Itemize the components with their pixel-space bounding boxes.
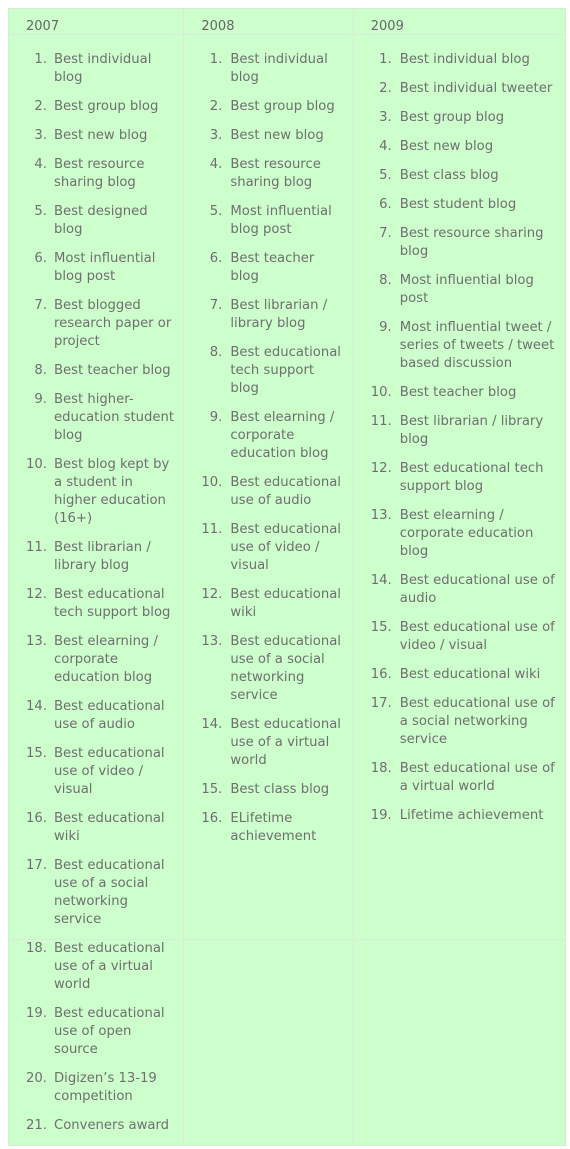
list-item-number: 13.: [370, 508, 392, 523]
list-item-label: Best teacher blog: [399, 385, 517, 400]
list-item-number: 10.: [26, 457, 47, 472]
list-item-number: 12.: [370, 461, 392, 476]
list-item-label: Best teacher blog: [230, 251, 315, 284]
list-item: [354, 619, 565, 655]
list-item: [9, 1005, 183, 1059]
list-item-label: Best group blog: [230, 99, 335, 114]
list-item: [9, 633, 183, 687]
list-item-number: 1.: [209, 52, 223, 67]
list-item-number: 16.: [370, 667, 392, 682]
list-item-number: 3.: [34, 128, 47, 143]
list-item-label: Best educational use of audio: [54, 699, 165, 732]
list-item-label: Best educational use of a virtual world: [54, 941, 165, 992]
list-item-number: 11.: [26, 540, 47, 555]
list-item-number: 15.: [370, 620, 392, 635]
list-item: [9, 250, 183, 286]
list-item: [184, 521, 352, 575]
list-item-label: Best educational use of video / visual: [399, 620, 555, 653]
list-item-label: Best educational use of a social networking service: [230, 634, 341, 703]
list-item: [354, 138, 565, 156]
list-item-number: 2.: [209, 99, 223, 114]
list-item: [354, 80, 565, 98]
list-item-number: 11.: [201, 522, 223, 537]
list-item-label: Best librarian / library blog: [399, 414, 544, 447]
list-item-number: 4.: [34, 157, 47, 172]
list-item-number: 14.: [370, 573, 392, 588]
list-item: [184, 810, 352, 846]
header-2007: 2007: [9, 9, 184, 34]
list-item-label: Best individual blog: [54, 52, 152, 85]
list-item-number: 6.: [379, 197, 392, 212]
table-body-row: [9, 35, 565, 1146]
column-2008: [184, 35, 353, 1146]
list-item-label: Best educational use of a social networking service: [54, 858, 165, 927]
list-item-label: Most influential blog post: [230, 204, 332, 237]
list-item-number: 1.: [379, 52, 392, 67]
list-item-number: 15.: [201, 782, 223, 797]
list-item-number: 4.: [209, 157, 223, 172]
list-item-label: Best educational wiki: [230, 587, 341, 620]
list-item-number: 17.: [370, 696, 392, 711]
list-item: [9, 586, 183, 622]
list-item-number: 6.: [34, 251, 47, 266]
list-item-label: Best new blog: [54, 128, 148, 143]
list-item-number: 5.: [379, 168, 392, 183]
list-item-label: Best educational tech support blog: [230, 345, 341, 396]
list-item-number: 8.: [209, 345, 223, 360]
list-item-number: 16.: [26, 811, 47, 826]
list-item-number: 19.: [26, 1006, 47, 1021]
list-item-label: Best educational use of open source: [54, 1006, 165, 1057]
list-item-number: 3.: [379, 110, 392, 125]
table-header-row: [9, 9, 565, 35]
list-item-label: Best educational tech support blog: [54, 587, 171, 620]
list-item: [354, 167, 565, 185]
list-item-number: 7.: [379, 226, 392, 241]
list-item: [184, 203, 352, 239]
list-item: [184, 344, 352, 398]
list-item: [184, 474, 352, 510]
list-item: [9, 391, 183, 445]
list-item: [184, 51, 352, 87]
column-2009: [354, 35, 565, 1146]
list-item: [184, 250, 352, 286]
list-item-label: Best designed blog: [54, 204, 148, 237]
list-item: [184, 98, 352, 116]
list-item: [184, 716, 352, 770]
row-divider: [9, 939, 565, 940]
list-item-label: Best group blog: [399, 110, 505, 125]
list-item-label: Best educational use of video / visual: [230, 522, 341, 573]
list-item-number: 14.: [201, 717, 223, 732]
list-item: [354, 196, 565, 214]
list-item: [184, 297, 352, 333]
list-item-label: Best educational use of a virtual world: [399, 761, 555, 794]
list-item-number: 9.: [209, 410, 223, 425]
header-2008: 2008: [184, 9, 353, 34]
list-item-number: 6.: [209, 251, 223, 266]
list-item-number: 17.: [26, 858, 47, 873]
list-item: [9, 127, 183, 145]
list-item-number: 1.: [34, 52, 47, 67]
column-2007: [9, 35, 184, 1146]
list-item-number: 12.: [201, 587, 223, 602]
list-item-label: Best librarian / library blog: [230, 298, 328, 331]
list-item: [9, 539, 183, 575]
list-item-number: 9.: [34, 392, 47, 407]
list-item: [9, 456, 183, 528]
list-item: [354, 460, 565, 496]
list-item: [184, 409, 352, 463]
list-item-label: Best new blog: [230, 128, 324, 143]
list-item-number: 11.: [370, 414, 392, 429]
list-item-label: Best group blog: [54, 99, 159, 114]
list-item-number: 8.: [34, 363, 47, 378]
list-item-label: Best higher-education student blog: [54, 392, 175, 443]
list-item: [184, 586, 352, 622]
list-item: [9, 203, 183, 239]
list-item: [9, 51, 183, 87]
list-item-label: Best elearning / corporate education blog: [399, 508, 534, 559]
list-item: [9, 1070, 183, 1106]
list-item-label: Best class blog: [399, 168, 499, 183]
list-item-label: Lifetime achievement: [399, 808, 544, 823]
list-item-number: 8.: [379, 273, 392, 288]
list-item-label: Best individual blog: [399, 52, 530, 67]
list-item-label: Best new blog: [399, 139, 494, 154]
list-item-number: 13.: [201, 634, 223, 649]
list-item-label: Best individual tweeter: [399, 81, 553, 96]
list-item: [354, 384, 565, 402]
list-item: [354, 109, 565, 127]
list-item: [354, 225, 565, 261]
list-item-label: Most influential tweet / series of tweets / tweet based discussion: [399, 320, 555, 371]
list-item: [354, 695, 565, 749]
list-item-number: 2.: [34, 99, 47, 114]
list-item-label: Conveners award: [54, 1118, 170, 1133]
list-item-label: Digizen’s 13-19 competition: [54, 1071, 157, 1104]
list-item: [184, 127, 352, 145]
list-item-label: Best student blog: [399, 197, 517, 212]
list-item-number: 18.: [370, 761, 392, 776]
list-item: [354, 760, 565, 796]
list-item: [354, 51, 565, 69]
list-item-label: Best educational use of audio: [399, 573, 555, 606]
list-item: [9, 1117, 183, 1135]
list-item-label: Best blogged research paper or project: [54, 298, 172, 349]
list-item-number: 9.: [379, 320, 392, 335]
list-item-label: Best teacher blog: [54, 363, 171, 378]
category-list-2007: [9, 51, 183, 1135]
list-item-label: Best educational use of a social networking service: [399, 696, 555, 747]
list-item: [9, 745, 183, 799]
list-item: [9, 362, 183, 380]
list-item: [184, 156, 352, 192]
list-item: [9, 98, 183, 116]
list-item: [354, 807, 565, 825]
list-item-number: 20.: [26, 1071, 47, 1086]
list-item-label: Best elearning / corporate education blog: [54, 634, 158, 685]
list-item: [9, 857, 183, 929]
list-item-number: 7.: [209, 298, 223, 313]
list-item-number: 14.: [26, 699, 47, 714]
list-item: [354, 272, 565, 308]
list-item-label: Best educational use of video / visual: [54, 746, 165, 797]
list-item: [9, 297, 183, 351]
list-item-label: Best educational wiki: [399, 667, 541, 682]
list-item: [184, 781, 352, 799]
list-item-number: 5.: [34, 204, 47, 219]
list-item-number: 21.: [26, 1118, 47, 1133]
list-item-label: Most influential blog post: [54, 251, 156, 284]
list-item: [354, 572, 565, 608]
list-item-number: 3.: [209, 128, 223, 143]
list-item-number: 12.: [26, 587, 47, 602]
list-item: [354, 666, 565, 684]
list-item-label: Best resource sharing blog: [399, 226, 544, 259]
list-item-label: Best librarian / library blog: [54, 540, 151, 573]
list-item-number: 15.: [26, 746, 47, 761]
header-2009: 2009: [370, 19, 404, 34]
category-list-2008: [184, 51, 352, 846]
list-item-number: 2.: [379, 81, 392, 96]
list-item: [354, 507, 565, 561]
list-item-label: Best class blog: [230, 782, 330, 797]
list-item-label: Most influential blog post: [399, 273, 534, 306]
list-item-number: 19.: [370, 808, 392, 823]
list-item-label: Best elearning / corporate education blog: [230, 410, 335, 461]
list-item-label: Best resource sharing blog: [230, 157, 321, 190]
list-item-label: Best educational use of a virtual world: [230, 717, 341, 768]
list-item: [354, 319, 565, 373]
list-item-number: 16.: [201, 811, 223, 826]
list-item: [9, 810, 183, 846]
list-item-label: Best blog kept by a student in higher education (16+): [54, 457, 170, 526]
list-item-number: 4.: [379, 139, 392, 154]
list-item-label: Best educational tech support blog: [399, 461, 544, 494]
list-item-number: 7.: [34, 298, 47, 313]
list-item: [184, 633, 352, 705]
list-item-number: 18.: [26, 941, 47, 956]
list-item-label: Best individual blog: [230, 52, 328, 85]
list-item-label: Best educational wiki: [54, 811, 165, 844]
list-item-number: 5.: [209, 204, 223, 219]
list-item-label: Best educational use of audio: [230, 475, 341, 508]
list-item: [9, 940, 183, 994]
category-list-2009: [354, 51, 565, 825]
list-item-number: 13.: [26, 634, 47, 649]
list-item-label: Best resource sharing blog: [54, 157, 145, 190]
list-item: [9, 698, 183, 734]
awards-categories-table: [8, 8, 566, 1146]
list-item: [9, 156, 183, 192]
list-item-label: ELifetime achievement: [230, 811, 317, 844]
list-item: [354, 413, 565, 449]
list-item-number: 10.: [201, 475, 223, 490]
list-item-number: 10.: [370, 385, 392, 400]
